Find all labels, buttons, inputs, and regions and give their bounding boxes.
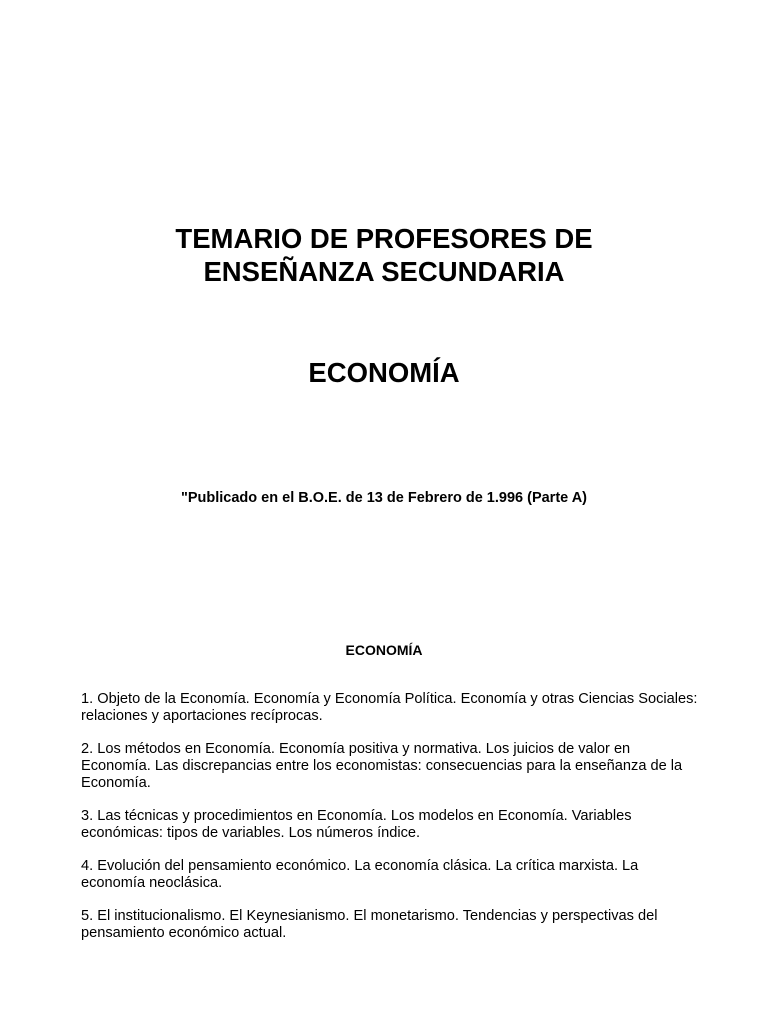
publication-note: "Publicado en el B.O.E. de 13 de Febrero de 1.996 (Parte A)	[180, 490, 588, 506]
document-title	[0, 222, 768, 288]
topic-item: 5. El institucionalismo. El Keynesianismo. El monetarismo. Tendencias y perspectivas del pensamiento económico actual.	[81, 908, 658, 941]
subject-title: ECONOMÍA	[308, 357, 460, 388]
document-title-line-1: TEMARIO DE PROFESORES DE	[175, 223, 593, 254]
section-heading: ECONOMÍA	[345, 642, 423, 658]
topic-item: 4. Evolución del pensamiento económico. La economía clásica. La crítica marxista. La economía neoclásica.	[81, 858, 639, 891]
topic-item: 1. Objeto de la Economía. Economía y Economía Política. Economía y otras Ciencias Sociales: relaciones y aportaciones recíprocas.	[81, 691, 698, 724]
topic-item: 2. Los métodos en Economía. Economía positiva y normativa. Los juicios de valor en Economía. Las discrepancias entre los economistas: consecuencias para la enseñanza de la Economía.	[81, 741, 683, 791]
topic-item: 3. Las técnicas y procedimientos en Economía. Los modelos en Economía. Variables económicas: tipos de variables. Los números índice.	[81, 808, 632, 841]
topic-list	[81, 691, 701, 958]
document-title-line-2: ENSEÑANZA SECUNDARIA	[203, 256, 565, 287]
